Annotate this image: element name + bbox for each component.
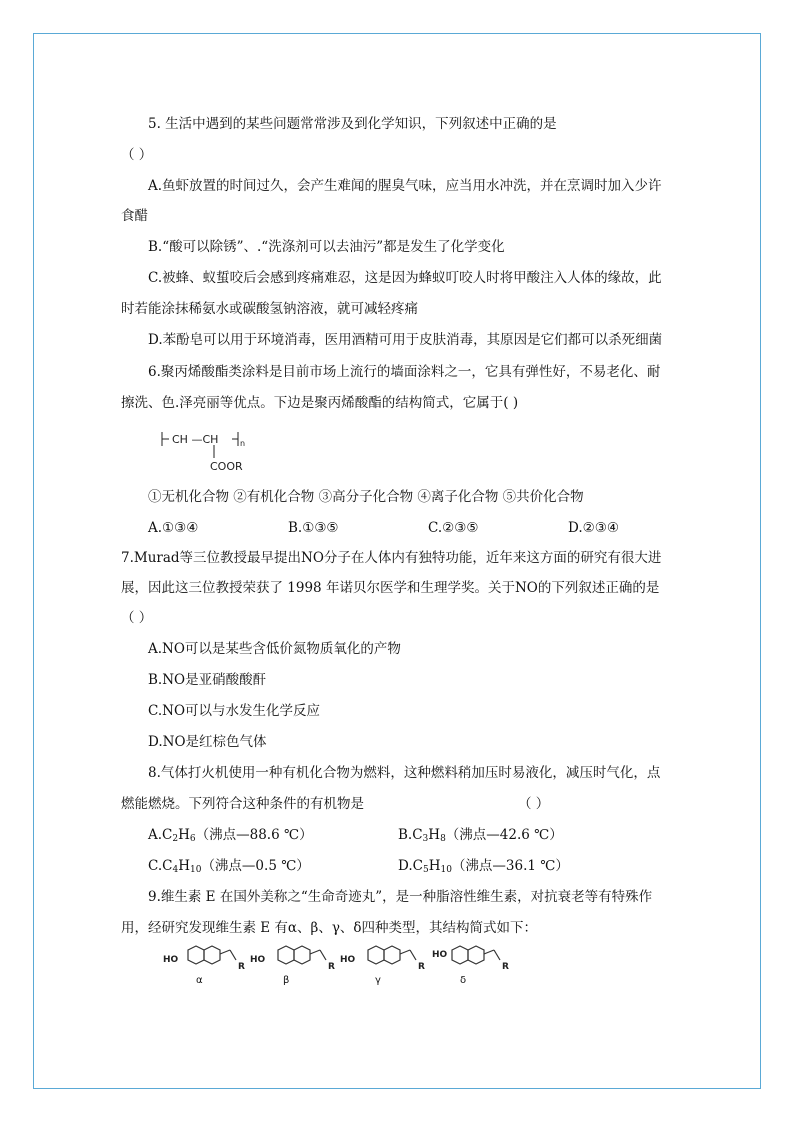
q7-option-b: B.NO是亚硝酸酸酐: [148, 672, 267, 688]
q7-paren: （ ）: [121, 610, 153, 626]
gamma-r: R: [418, 962, 425, 972]
q8-option-d: $D.C_5H_{10}$（沸点—36.1 ℃）: [398, 858, 569, 875]
q8-stem-cont: 燃能燃烧。下列符合这种条件的有机物是: [121, 796, 364, 812]
q5-option-c-cont: 时若能涂抹稀氨水或碳酸氢钠溶液，就可减轻疼痛: [121, 301, 418, 317]
q6-stem: 6.聚丙烯酸酯类涂料是目前市场上流行的墙面涂料之一，它具有弹性好，不易老化、耐: [148, 364, 661, 380]
structure-n: n: [240, 439, 246, 448]
q6-stem-cont: 擦洗、色.泽亮丽等优点。下边是聚丙烯酸酯的结构简式，它属于( ): [121, 395, 519, 411]
label-delta: δ: [460, 975, 467, 986]
beta-r: R: [328, 962, 335, 972]
beta-ho: HO: [250, 955, 266, 965]
q5-option-c: C.被蜂、蚁蜇咬后会感到疼痛难忍，这是因为蜂蚁叮咬人时将甲酸注入人体的缘故，此: [148, 270, 662, 286]
q6-option-b: B.①③⑤: [288, 520, 339, 536]
q7-stem: 7.Murad等三位教授最早提出NO分子在人体内有独特功能，近年来这方面的研究有很大进: [121, 550, 662, 566]
alpha-r: R: [238, 962, 245, 972]
q8-option-c: $C.C_4H_{10}$（沸点—0.5 ℃）: [148, 858, 310, 875]
q7-stem-cont: 展，因此这三位教授荣获了 1998 年诺贝尔医学和生理学奖。关于NO的下列叙述正确的是: [121, 580, 660, 596]
q7-option-c: C.NO可以与水发生化学反应: [148, 703, 321, 719]
q5-stem: 5. 生活中遇到的某些问题常常涉及到化学知识，下列叙述中正确的是: [148, 116, 557, 132]
q6-choices: ①无机化合物 ②有机化合物 ③高分子化合物 ④离子化合物 ⑤共价化合物: [148, 489, 584, 505]
q8-stem: 8.气体打火机使用一种有机化合物为燃料，这种燃料稍加压时易液化，减压时气化，点: [148, 765, 661, 781]
delta-r: R: [502, 962, 509, 972]
q9-stem: 9.维生素 E 在国外美称之“生命奇迹丸”，是一种脂溶性维生素，对抗衰老等有特殊作: [148, 889, 653, 905]
q7-option-d: D.NO是红棕色气体: [148, 734, 267, 750]
structure-ester: COOR: [210, 460, 243, 473]
vitamin-e-rings: [160, 944, 600, 976]
q6-option-c: C.②③⑤: [428, 520, 479, 536]
q6-option-d: D.②③④: [568, 520, 619, 536]
q8-option-b: $B.C_3H_8$（沸点—42.6 ℃）: [398, 827, 563, 844]
structure-backbone: CH —CH: [172, 433, 219, 446]
gamma-ho: HO: [340, 955, 356, 965]
q5-option-d: D.苯酚皂可以用于环境消毒，医用酒精可用于皮肤消毒，其原因是它们都可以杀死细菌: [148, 332, 663, 348]
q5-option-a: A.鱼虾放置的时间过久，会产生难闻的腥臭气味，应当用水冲洗，并在烹调时加入少许: [148, 178, 662, 194]
label-beta: β: [283, 975, 290, 986]
q6-option-a: A.①③④: [148, 520, 199, 536]
q8-option-a: $A.C_2H_6$（沸点—88.6 ℃）: [148, 827, 313, 844]
delta-ho: HO: [432, 950, 448, 960]
q5-option-a-cont: 食醋: [121, 208, 148, 224]
q5-option-b: B.“酸可以除锈”、.“洗涤剂可以去油污”都是发生了化学变化: [148, 239, 505, 255]
q5-paren: （ ）: [121, 147, 153, 163]
label-alpha: α: [196, 975, 203, 986]
q9-stem-cont: 用，经研究发现维生素 E 有α、β、γ、δ四种类型，其结构简式如下：: [121, 920, 538, 936]
q8-paren: （ ）: [518, 796, 550, 812]
q7-option-a: A.NO可以是某些含低价氮物质氧化的产物: [148, 641, 401, 657]
label-gamma: γ: [375, 975, 381, 986]
alpha-ho: HO: [163, 955, 179, 965]
